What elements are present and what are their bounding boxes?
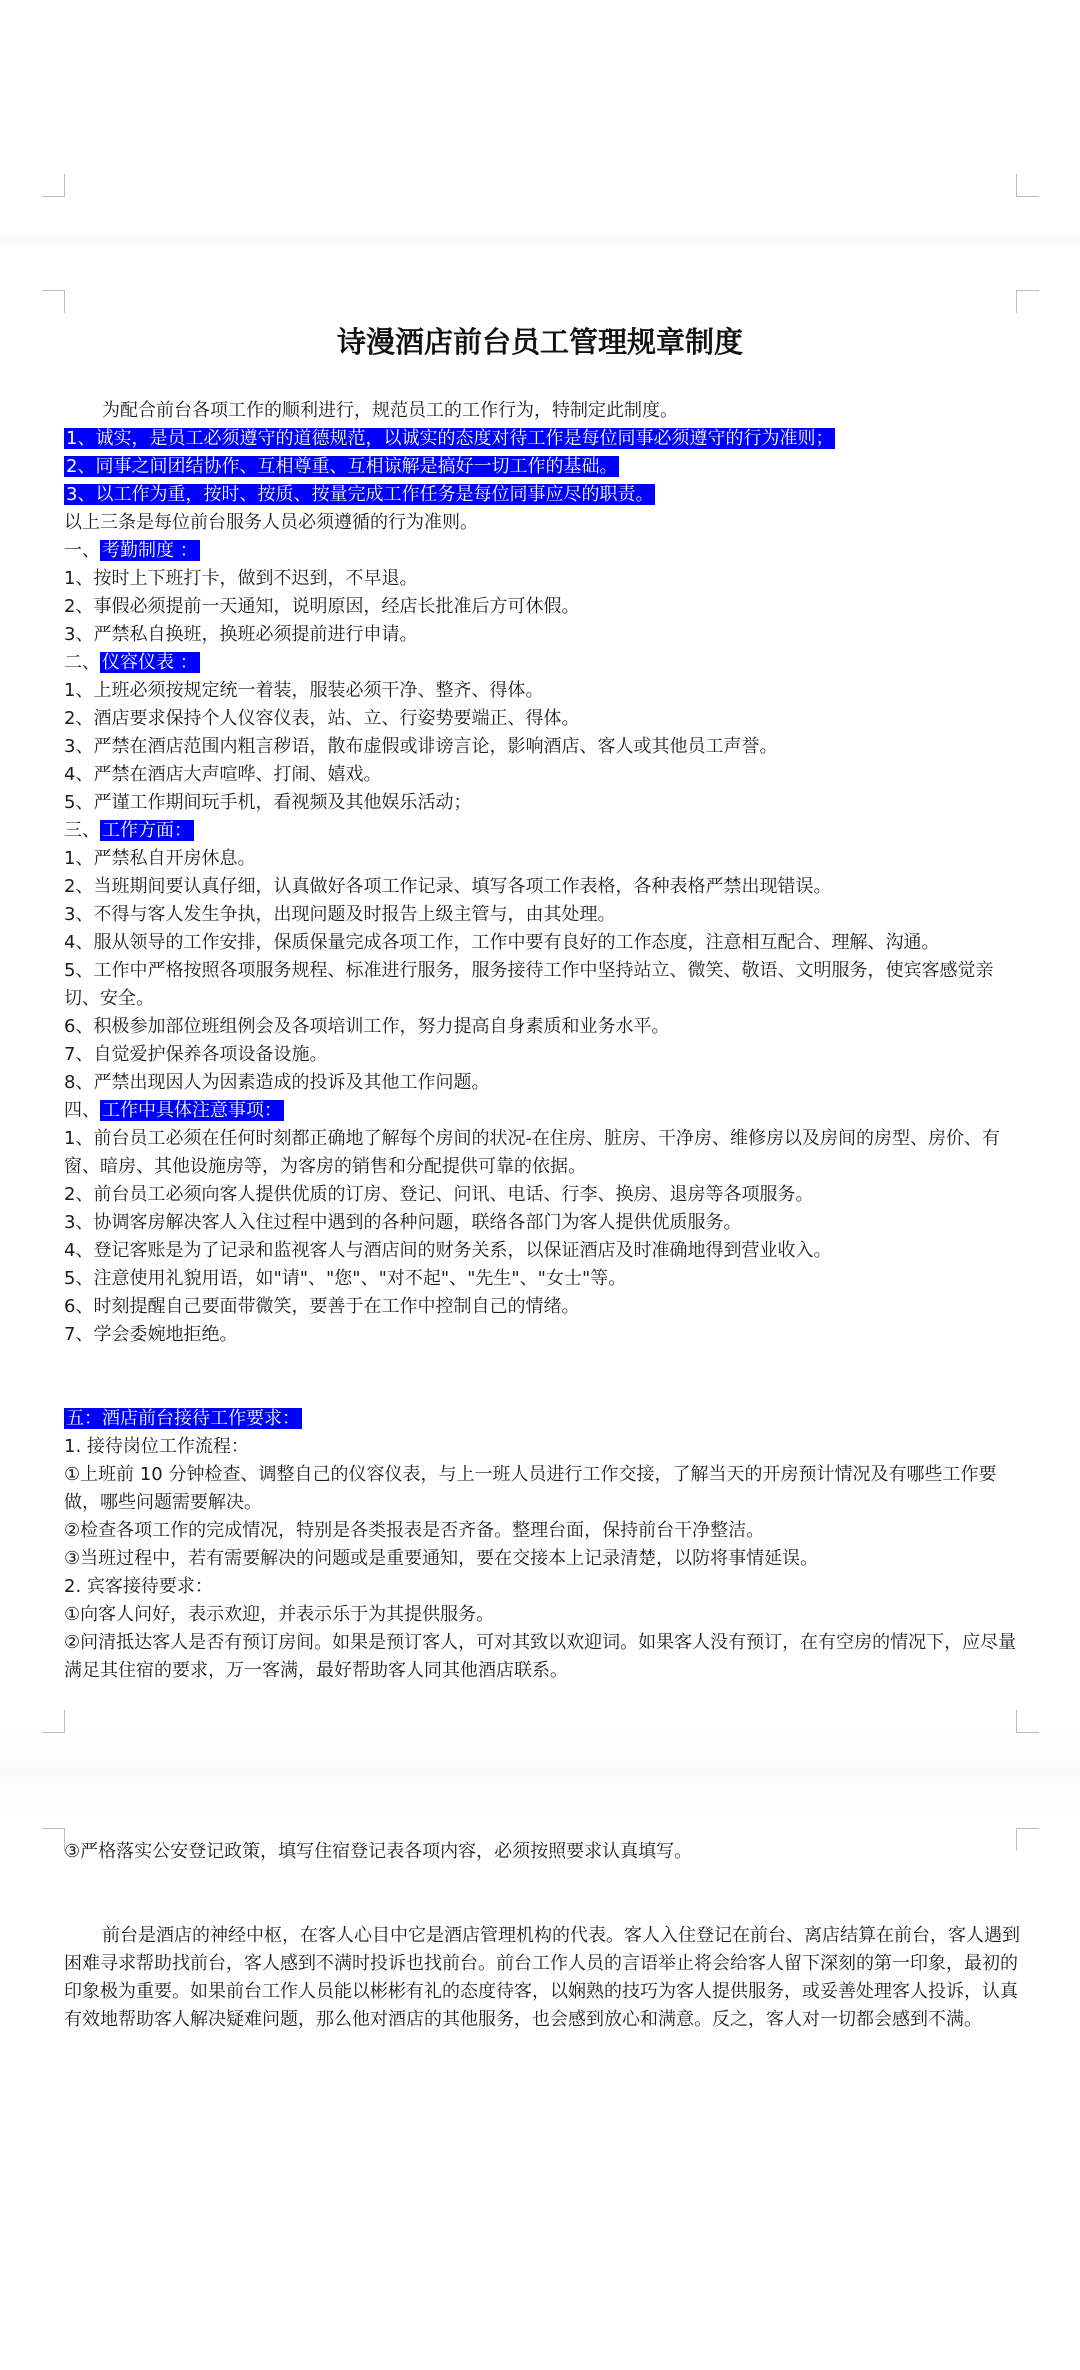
list-item: 3、协调客房解决客人入住过程中遇到的各种问题，联络各部门为客人提供优质服务。 <box>64 1212 742 1233</box>
list-item: 5、注意使用礼貌用语，如"请"、"您"、"对不起"、"先生"、"女士"等。 <box>64 1268 627 1289</box>
highlighted-text: 3、以工作为重，按时、按质、按量完成工作任务是每位同事应尽的职责。 <box>66 484 654 505</box>
list-item: 3、不得与客人发生争执，出现问题及时报告上级主管与，由其处理。 <box>64 904 616 925</box>
crop-mark <box>1016 1710 1039 1733</box>
section-heading <box>64 1097 1024 1125</box>
sub-heading: 1. 接待岗位工作流程： <box>64 1436 249 1457</box>
list-item: 1、严禁私自开房休息。 <box>64 848 256 869</box>
list-item: ②检查各项工作的完成情况，特别是各类报表是否齐备。整理台面，保持前台干净整洁。 <box>64 1520 765 1541</box>
highlighted-text: 2、同事之间团结协作、互相尊重、互相谅解是搞好一切工作的基础。 <box>66 456 618 477</box>
section-number: 一、 <box>64 540 100 561</box>
page-2-body <box>64 1838 1024 2034</box>
page-break-middle <box>0 1728 1080 1818</box>
list-item: 1、前台员工必须在任何时刻都正确地了解每个房间的状况-在住房、脏房、干净房、维修房以及房间的房型、房价、有窗、暗房、其他设施房等，为客房的销售和分配提供可靠的依据。 <box>64 1128 1000 1177</box>
list-item: ③严格落实公安登记政策，填写住宿登记表各项内容，必须按照要求认真填写。 <box>64 1841 693 1862</box>
list-item: 3、严禁私自换班，换班必须提前进行申请。 <box>64 624 418 645</box>
crop-mark <box>42 290 65 313</box>
list-item: 5、工作中严格按照各项服务规程、标准进行服务，服务接待工作中坚持站立、微笑、敬语、文明服务，使宾客感觉亲切、安全。 <box>64 960 994 1009</box>
highlighted-text: 1、诚实，是员工必须遵守的道德规范，以诚实的态度对待工作是每位同事必须遵守的行为准则； <box>66 428 834 449</box>
section-heading-highlight: 考勤制度 ： <box>102 540 198 561</box>
crop-mark <box>1016 290 1039 313</box>
page-break-top <box>0 232 1080 246</box>
list-item: 6、积极参加部位班组例会及各项培训工作，努力提高自身素质和业务水平。 <box>64 1016 670 1037</box>
list-item: 7、自觉爱护保养各项设备设施。 <box>64 1044 328 1065</box>
list-item: 8、严禁出现因人为因素造成的投诉及其他工作问题。 <box>64 1072 490 1093</box>
list-item: 4、严禁在酒店大声喧哗、打闹、嬉戏。 <box>64 764 382 785</box>
section-heading <box>64 649 1024 677</box>
blank-lines <box>64 1866 1024 1922</box>
core-rule <box>64 453 1024 481</box>
section-heading-highlight: 工作方面： <box>102 820 192 841</box>
crop-mark <box>42 174 65 197</box>
list-item: 2、前台员工必须向客人提供优质的订房、登记、问讯、电话、行李、换房、退房等各项服务。 <box>64 1184 814 1205</box>
crop-mark <box>42 1710 65 1733</box>
list-item: ①上班前 10 分钟检查、调整自己的仪容仪表，与上一班人员进行工作交接，了解当天的开房预计情况及有哪些工作要做，哪些问题需要解决。 <box>64 1464 997 1513</box>
intro-paragraph: 为配合前台各项工作的顺利进行，规范员工的工作行为，特制定此制度。 <box>102 400 678 421</box>
page-top-margin <box>0 0 1080 240</box>
page-1-body <box>64 397 1024 1685</box>
core-summary: 以上三条是每位前台服务人员必须遵循的行为准则。 <box>64 512 478 533</box>
section-heading <box>64 537 1024 565</box>
core-rule <box>64 425 1024 453</box>
section-number: 三、 <box>64 820 100 841</box>
list-item: 7、学会委婉地拒绝。 <box>64 1324 238 1345</box>
sub-heading: 2. 宾客接待要求： <box>64 1576 213 1597</box>
section-heading-highlight: 仪容仪表 ： <box>102 652 198 673</box>
core-rule <box>64 481 1024 509</box>
list-item: 6、时刻提醒自己要面带微笑，要善于在工作中控制自己的情绪。 <box>64 1296 580 1317</box>
section-heading <box>64 817 1024 845</box>
crop-mark <box>42 1828 65 1851</box>
section-heading-highlight: 工作中具体注意事项： <box>102 1100 282 1121</box>
list-item: ③当班过程中，若有需要解决的问题或是重要通知，要在交接本上记录清楚，以防将事情延误。 <box>64 1548 819 1569</box>
list-item: 4、服从领导的工作安排，保质保量完成各项工作，工作中要有良好的工作态度，注意相互配合、理解、沟通。 <box>64 932 940 953</box>
list-item: 3、严禁在酒店范围内粗言秽语，散布虚假或诽谤言论，影响酒店、客人或其他员工声誉。 <box>64 736 778 757</box>
list-item: 2、事假必须提前一天通知，说明原因，经店长批准后方可休假。 <box>64 596 580 617</box>
list-item: 4、登记客账是为了记录和监视客人与酒店间的财务关系，以保证酒店及时准确地得到营业收入。 <box>64 1240 832 1261</box>
section-number: 二、 <box>64 652 100 673</box>
blank-lines <box>64 1349 1024 1405</box>
document-title: 诗漫酒店前台员工管理规章制度 <box>336 325 743 359</box>
list-item: 2、当班期间要认真仔细，认真做好各项工作记录、填写各项工作表格，各种表格严禁出现错误。 <box>64 876 832 897</box>
list-item: ②问清抵达客人是否有预订房间。如果是预订客人，可对其致以欢迎词。如果客人没有预订，在有空房的情况下，应尽量满足其住宿的要求，万一客满，最好帮助客人同其他酒店联系。 <box>64 1632 1017 1681</box>
section-number: 四、 <box>64 1100 100 1121</box>
list-item: 2、酒店要求保持个人仪容仪表，站、立、行姿势要端正、得体。 <box>64 708 580 729</box>
closing-paragraph: 前台是酒店的神经中枢，在客人心目中它是酒店管理机构的代表。客人入住登记在前台、离店结算在前台，客人遇到困难寻求帮助找前台，客人感到不满时投诉也找前台。前台工作人员的言语举止将会给客人留下深刻的第一印象，最初的印象极为重要。如果前台工作人员能以彬彬有礼的态度待客，以娴熟的技巧为客人提供服务，或妥善处理客人投诉，认真有效地帮助客人解决疑难问题，那么他对酒店的其他服务，也会感到放心和满意。反之，客人对一切都会感到不满。 <box>64 1925 1020 2030</box>
section-heading-highlight: 五：酒店前台接待工作要求： <box>66 1408 300 1429</box>
list-item: 1、上班必须按规定统一着装，服装必须干净、整齐、得体。 <box>64 680 544 701</box>
list-item: ①向客人问好，表示欢迎，并表示乐于为其提供服务。 <box>64 1604 495 1625</box>
list-item: 1、按时上下班打卡，做到不迟到，不早退。 <box>64 568 418 589</box>
list-item: 5、严谨工作期间玩手机，看视频及其他娱乐活动； <box>64 792 472 813</box>
section-heading <box>64 1405 1024 1433</box>
crop-mark <box>1016 174 1039 197</box>
